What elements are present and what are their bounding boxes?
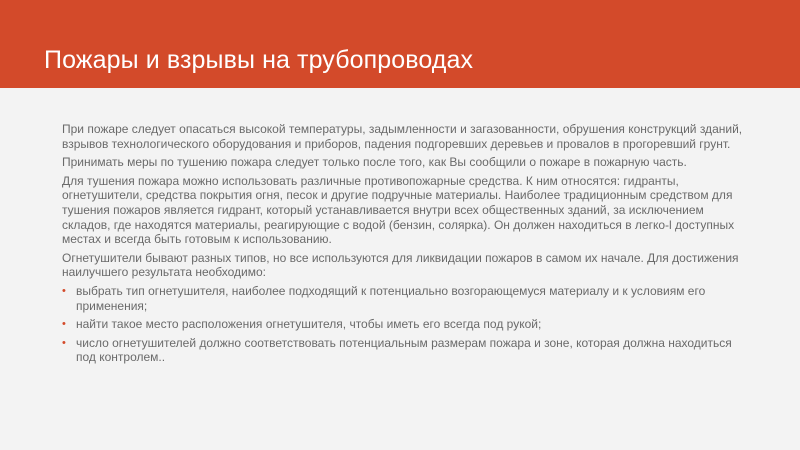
bullet-list: [62, 284, 748, 365]
paragraph-extinguisher-types: Огнетушители бывают разных типов, но все используются для ликвидации пожаров в самом их начале. Для достижения наилучшего результата необходимо:: [62, 250, 739, 280]
bullet-dot-icon: •: [62, 336, 66, 349]
paragraph-report-first: Принимать меры по тушению пожара следует только после того, как Вы сообщили о пожаре в пожарную часть.: [62, 155, 687, 170]
bullet-dot-icon: •: [62, 318, 66, 331]
paragraph-fire-dangers: При пожаре следует опасаться высокой температуры, задымленности и загазованности, обрушения конструкций зданий, взрывов технологического оборудования и приборов, падения подгоревших деревьев и провалов в прогоревший грунт.: [62, 122, 743, 151]
bullet-text: выбрать тип огнетушителя, наиболее подходящий к потенциально возгорающемуся материалу и к условиям его применения;: [76, 283, 706, 313]
list-item: [62, 317, 748, 332]
paragraph-fire-equipment: Для тушения пожара можно использовать различные противопожарные средства. К ним относятся: гидранты, огнетушители, средства покрытия огня, песок и другие подручные материалы. Наиболее традиционным средством для тушения пожаров является гидрант, который устанавливается внутри всех общественных зданий, за исключением складов, где находятся материалы, реагирующие с водой (бензин, солярка). Он должен находиться в легко-l доступных местах и всегда быть готовым к использованию.: [62, 173, 735, 247]
slide-title: Пожары и взрывы на трубопроводах: [44, 46, 474, 74]
bullet-text: число огнетушителей должно соответствовать потенциальным размерам пожара и зоне, которая должна находиться под контролем..: [76, 335, 732, 365]
slide-body: [62, 122, 748, 369]
title-banner: [0, 0, 800, 88]
bullet-text: найти такое место расположения огнетушителя, чтобы иметь его всегда под рукой;: [76, 317, 542, 332]
list-item: [62, 336, 748, 365]
bullet-dot-icon: •: [62, 284, 66, 297]
list-item: [62, 284, 748, 313]
